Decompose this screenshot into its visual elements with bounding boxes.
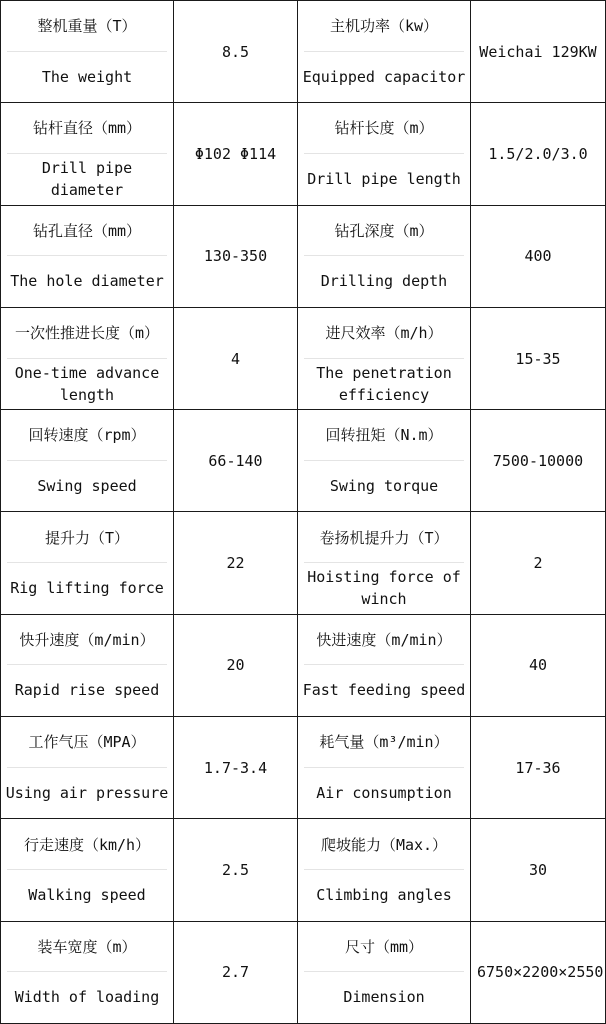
spec-label-stack — [1, 718, 173, 818]
spec-label-english-text: The penetration efficiency — [316, 363, 452, 404]
spec-value-cell — [471, 819, 606, 921]
spec-label-chinese-text: 爬坡能力（Max.） — [320, 835, 448, 854]
spec-value: 130-350 — [203, 247, 268, 266]
spec-label-chinese-text: 提升力（T） — [44, 528, 130, 547]
spec-label-english — [298, 359, 470, 409]
spec-label-english-text: Walking speed — [28, 886, 146, 905]
spec-label-stack — [1, 411, 173, 511]
spec-value-cell — [471, 307, 606, 409]
spec-value-cell — [471, 512, 606, 614]
spec-label-chinese — [304, 309, 464, 359]
spec-label-chinese-text: 快升速度（m/min） — [19, 630, 155, 649]
spec-value: 6750×2200×2550 — [477, 963, 604, 982]
spec-row — [1, 512, 606, 614]
spec-label-cell — [1, 103, 174, 205]
spec-value-cell — [471, 103, 606, 205]
spec-value: 20 — [226, 656, 245, 675]
spec-label-chinese-text: 钻孔深度（m） — [334, 221, 434, 240]
spec-label-stack — [298, 922, 470, 1022]
spec-label-english-text: Drilling depth — [320, 272, 448, 291]
spec-value-cell — [471, 717, 606, 819]
spec-label-stack — [298, 2, 470, 102]
spec-label-chinese — [7, 104, 167, 154]
spec-row — [1, 819, 606, 921]
spec-label-stack — [1, 615, 173, 715]
spec-label-chinese-text: 钻杆长度（m） — [334, 119, 434, 138]
spec-label-chinese — [304, 206, 464, 256]
spec-value: Φ102 Φ114 — [194, 144, 277, 163]
spec-label-chinese-text: 回转扭矩（N.m） — [325, 426, 443, 445]
spec-value-cell — [471, 614, 606, 716]
spec-label-chinese — [7, 206, 167, 256]
spec-value-cell — [174, 921, 298, 1023]
spec-label-chinese — [304, 718, 464, 768]
spec-label-cell — [1, 1, 174, 103]
spec-value: 66-140 — [208, 451, 263, 470]
spec-label-english-text: Hoisting force of winch — [307, 568, 461, 609]
spec-label-cell — [1, 819, 174, 921]
spec-label-cell — [298, 410, 471, 512]
spec-value-cell — [471, 205, 606, 307]
spec-value-cell — [174, 1, 298, 103]
spec-label-english — [298, 870, 470, 920]
spec-label-chinese — [7, 615, 167, 665]
spec-label-cell — [1, 717, 174, 819]
spec-label-stack — [1, 513, 173, 613]
spec-label-english — [1, 52, 173, 102]
spec-label-stack — [1, 309, 173, 409]
spec-label-english-text: Width of loading — [14, 988, 160, 1007]
spec-label-english-text: Swing torque — [329, 476, 439, 495]
spec-value: 17-36 — [515, 758, 561, 777]
spec-label-stack — [1, 2, 173, 102]
spec-value: 2.5 — [221, 861, 250, 880]
spec-label-chinese-text: 卷扬机提升力（T） — [319, 528, 449, 547]
spec-label-english-text: Equipped capacitor — [302, 67, 466, 86]
spec-label-stack — [298, 104, 470, 204]
spec-value-cell — [471, 921, 606, 1023]
spec-label-chinese — [304, 2, 464, 52]
spec-value-cell — [471, 1, 606, 103]
spec-row — [1, 205, 606, 307]
spec-label-english — [1, 359, 173, 409]
spec-row — [1, 614, 606, 716]
spec-label-chinese — [304, 104, 464, 154]
spec-label-chinese-text: 尺寸（mm） — [344, 937, 424, 956]
spec-label-stack — [298, 309, 470, 409]
spec-value: 15-35 — [515, 349, 561, 368]
spec-label-english — [298, 52, 470, 102]
spec-value: Weichai 129KW — [479, 42, 597, 61]
spec-label-chinese — [7, 922, 167, 972]
spec-label-chinese-text: 整机重量（T） — [37, 17, 137, 36]
spec-label-english — [298, 768, 470, 818]
spec-label-english — [298, 665, 470, 715]
spec-label-chinese-text: 钻孔直径（mm） — [32, 221, 142, 240]
spec-label-chinese-text: 装车宽度（m） — [37, 937, 137, 956]
spec-label-chinese — [7, 513, 167, 563]
spec-label-cell — [298, 1, 471, 103]
spec-label-chinese-text: 进尺效率（m/h） — [325, 324, 443, 343]
spec-row — [1, 1, 606, 103]
spec-label-stack — [298, 820, 470, 920]
spec-label-cell — [1, 205, 174, 307]
spec-label-chinese — [7, 820, 167, 870]
spec-label-english-text: Rig lifting force — [10, 579, 164, 598]
spec-label-cell — [298, 819, 471, 921]
spec-label-chinese — [304, 922, 464, 972]
spec-label-english — [1, 461, 173, 511]
spec-label-cell — [298, 512, 471, 614]
spec-label-english-text: Fast feeding speed — [302, 681, 466, 700]
spec-value: 1.7-3.4 — [203, 758, 268, 777]
spec-label-chinese — [304, 820, 464, 870]
spec-row — [1, 410, 606, 512]
spec-label-english — [1, 154, 173, 204]
spec-label-stack — [298, 411, 470, 511]
spec-value: 4 — [230, 349, 241, 368]
spec-label-chinese — [7, 309, 167, 359]
spec-label-cell — [1, 307, 174, 409]
spec-value: 8.5 — [221, 42, 250, 61]
spec-label-chinese-text: 钻杆直径（mm） — [32, 119, 142, 138]
spec-label-chinese — [7, 2, 167, 52]
spec-label-english-text: Drill pipe diameter — [41, 158, 133, 199]
spec-label-cell — [298, 103, 471, 205]
spec-label-chinese-text: 主机功率（kw） — [329, 17, 439, 36]
spec-label-english — [1, 256, 173, 306]
spec-label-english — [1, 665, 173, 715]
spec-label-stack — [298, 513, 470, 613]
spec-label-english — [1, 870, 173, 920]
spec-label-cell — [298, 717, 471, 819]
spec-label-english-text: Swing speed — [37, 476, 137, 495]
spec-label-english-text: Rapid rise speed — [14, 681, 160, 700]
spec-label-english-text: Climbing angles — [316, 886, 452, 905]
spec-label-chinese-text: 回转速度（rpm） — [28, 426, 146, 445]
spec-label-english — [1, 768, 173, 818]
spec-label-english — [298, 461, 470, 511]
spec-value-cell — [174, 205, 298, 307]
spec-label-cell — [1, 921, 174, 1023]
spec-label-english — [298, 972, 470, 1022]
spec-label-cell — [298, 307, 471, 409]
spec-label-english-text: Using air pressure — [5, 783, 169, 802]
spec-row — [1, 103, 606, 205]
spec-label-chinese — [304, 615, 464, 665]
spec-label-chinese — [7, 411, 167, 461]
spec-row — [1, 921, 606, 1023]
spec-value: 2 — [533, 554, 543, 573]
spec-label-chinese-text: 工作气压（MPA） — [28, 733, 146, 752]
spec-value: 1.5/2.0/3.0 — [488, 144, 588, 163]
spec-value: 40 — [528, 656, 548, 675]
spec-label-chinese — [304, 411, 464, 461]
spec-label-stack — [1, 922, 173, 1022]
spec-value: 7500-10000 — [492, 451, 584, 470]
spec-row — [1, 307, 606, 409]
spec-label-english — [298, 154, 470, 204]
spec-label-chinese-text: 行走速度（km/h） — [23, 835, 151, 854]
spec-label-chinese-text: 耗气量（m³/min） — [319, 733, 449, 752]
spec-label-english-text: Drill pipe length — [307, 169, 461, 188]
spec-value-cell — [174, 819, 298, 921]
spec-label-chinese — [7, 718, 167, 768]
spec-value: 400 — [524, 247, 552, 266]
spec-row — [1, 717, 606, 819]
spec-label-cell — [1, 512, 174, 614]
spec-value-cell — [174, 410, 298, 512]
spec-label-english-text: Dimension — [343, 988, 425, 1007]
spec-label-english — [1, 972, 173, 1022]
spec-label-cell — [298, 614, 471, 716]
spec-label-cell — [1, 410, 174, 512]
spec-label-stack — [298, 615, 470, 715]
spec-value-cell — [174, 717, 298, 819]
spec-label-cell — [1, 614, 174, 716]
spec-label-english-text: The weight — [41, 67, 133, 86]
spec-label-cell — [298, 921, 471, 1023]
spec-label-stack — [1, 104, 173, 204]
spec-value-cell — [174, 103, 298, 205]
spec-label-chinese — [304, 513, 464, 563]
spec-label-english-text: One-time advance length — [14, 363, 160, 404]
spec-value-cell — [174, 512, 298, 614]
spec-label-stack — [298, 718, 470, 818]
spec-label-english — [298, 563, 470, 613]
spec-table-body — [1, 1, 606, 1024]
spec-label-english-text: The hole diameter — [10, 272, 164, 291]
spec-label-chinese-text: 一次性推进长度（m） — [14, 324, 160, 343]
spec-value-cell — [174, 614, 298, 716]
spec-label-chinese-text: 快进速度（m/min） — [316, 630, 452, 649]
spec-label-english — [1, 563, 173, 613]
spec-value: 30 — [528, 861, 548, 880]
spec-label-stack — [1, 820, 173, 920]
spec-label-stack — [298, 206, 470, 306]
spec-value: 22 — [226, 554, 245, 573]
spec-label-stack — [1, 206, 173, 306]
spec-label-english — [298, 256, 470, 306]
spec-value-cell — [471, 410, 606, 512]
spec-label-cell — [298, 205, 471, 307]
spec-label-english-text: Air consumption — [316, 783, 452, 802]
spec-value-cell — [174, 307, 298, 409]
spec-value: 2.7 — [221, 963, 250, 982]
